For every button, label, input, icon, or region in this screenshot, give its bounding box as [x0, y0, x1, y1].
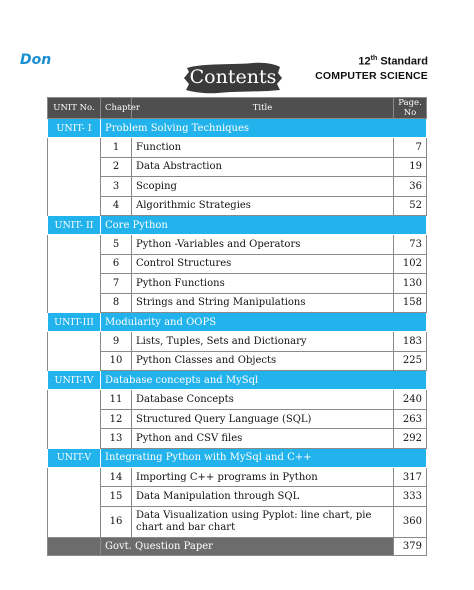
unit-number: UNIT- I: [48, 119, 101, 138]
chapter-number: 8: [101, 293, 132, 312]
contents-table: [47, 97, 427, 556]
unit-blank-cell: [48, 138, 101, 157]
chapter-number: 13: [101, 429, 132, 448]
chapter-number: 2: [101, 157, 132, 176]
chapter-row: [48, 138, 427, 157]
chapter-number: 1: [101, 138, 132, 157]
footer-title: Govt. Question Paper: [101, 537, 394, 555]
chapter-number: 4: [101, 196, 132, 215]
unit-blank-cell: [48, 157, 101, 176]
footer-page-number: 379: [394, 537, 427, 555]
unit-blank-cell: [48, 506, 101, 537]
unit-number: UNIT-IV: [48, 371, 101, 390]
chapter-title: Structured Query Language (SQL): [132, 409, 394, 428]
chapter-number: 14: [101, 468, 132, 487]
unit-blank-cell: [48, 177, 101, 196]
page-number: 225: [394, 351, 427, 370]
chapter-row: [48, 196, 427, 215]
page-number: 130: [394, 274, 427, 293]
standard-block: [315, 52, 428, 84]
chapter-number: 7: [101, 274, 132, 293]
unit-blank-cell: [48, 351, 101, 370]
chapter-title: Function: [132, 138, 394, 157]
chapter-row: [48, 351, 427, 370]
unit-row: [48, 371, 427, 390]
table-body: [48, 119, 427, 556]
unit-blank-cell: [48, 487, 101, 506]
unit-number: UNIT-III: [48, 312, 101, 331]
unit-blank-cell: [48, 390, 101, 409]
chapter-number: 5: [101, 235, 132, 254]
chapter-title: Database Concepts: [132, 390, 394, 409]
header-unit-no: UNIT No.: [48, 98, 101, 119]
page-number: 52: [394, 196, 427, 215]
page-number: 317: [394, 468, 427, 487]
chapter-number: 16: [101, 506, 132, 537]
standard-suffix: th: [370, 55, 378, 62]
unit-number: UNIT- II: [48, 215, 101, 234]
chapter-title: Python Functions: [132, 274, 394, 293]
footer-row: [48, 537, 427, 555]
contents-title: Contents: [189, 66, 277, 88]
chapter-title: Data Visualization using Pyplot: line chart, pie chart and bar chart: [132, 506, 394, 537]
chapter-row: [48, 293, 427, 312]
standard-number: 12: [358, 55, 371, 68]
unit-blank-cell: [48, 429, 101, 448]
page-number: 240: [394, 390, 427, 409]
chapter-row: [48, 332, 427, 351]
brand-logo: Don: [20, 52, 52, 68]
unit-row: [48, 448, 427, 467]
unit-row: [48, 119, 427, 138]
page-number: 36: [394, 177, 427, 196]
unit-blank-cell: [48, 293, 101, 312]
unit-blank-cell: [48, 274, 101, 293]
contents-banner: [183, 60, 283, 94]
unit-blank-cell: [48, 332, 101, 351]
unit-row: [48, 215, 427, 234]
standard-word: Standard: [380, 55, 428, 68]
chapter-number: 15: [101, 487, 132, 506]
unit-blank-cell: [48, 409, 101, 428]
unit-blank-cell: [48, 254, 101, 273]
chapter-number: 10: [101, 351, 132, 370]
chapter-title: Strings and String Manipulations: [132, 293, 394, 312]
chapter-number: 6: [101, 254, 132, 273]
chapter-row: [48, 409, 427, 428]
standard-label: [315, 52, 428, 69]
page-number: 73: [394, 235, 427, 254]
chapter-row: [48, 487, 427, 506]
page-number: 158: [394, 293, 427, 312]
chapter-title: Algorithmic Strategies: [132, 196, 394, 215]
table-header-row: [48, 98, 427, 119]
header-chapter: Chapter: [101, 98, 132, 119]
chapter-title: Data Abstraction: [132, 157, 394, 176]
chapter-title: Python -Variables and Operators: [132, 235, 394, 254]
unit-blank-cell: [48, 235, 101, 254]
unit-blank-cell: [48, 468, 101, 487]
chapter-row: [48, 235, 427, 254]
page-number: 19: [394, 157, 427, 176]
page-number: 263: [394, 409, 427, 428]
footer-blank-cell: [48, 537, 101, 555]
chapter-title: Python and CSV files: [132, 429, 394, 448]
chapter-number: 9: [101, 332, 132, 351]
unit-row: [48, 312, 427, 331]
unit-title: Modularity and OOPS: [101, 312, 427, 331]
chapter-row: [48, 177, 427, 196]
chapter-number: 3: [101, 177, 132, 196]
chapter-number: 11: [101, 390, 132, 409]
page-number: 7: [394, 138, 427, 157]
unit-title: Database concepts and MySql: [101, 371, 427, 390]
chapter-title: Control Structures: [132, 254, 394, 273]
chapter-title: Importing C++ programs in Python: [132, 468, 394, 487]
unit-number: UNIT-V: [48, 448, 101, 467]
chapter-row: [48, 429, 427, 448]
unit-blank-cell: [48, 196, 101, 215]
chapter-row: [48, 157, 427, 176]
header-page-no: Page. No: [394, 98, 427, 119]
chapter-row: [48, 254, 427, 273]
chapter-title: Lists, Tuples, Sets and Dictionary: [132, 332, 394, 351]
chapter-title: Scoping: [132, 177, 394, 196]
chapter-row: [48, 506, 427, 537]
chapter-row: [48, 274, 427, 293]
chapter-row: [48, 390, 427, 409]
page-number: 183: [394, 332, 427, 351]
unit-title: Integrating Python with MySql and C++: [101, 448, 427, 467]
page-number: 292: [394, 429, 427, 448]
chapter-number: 12: [101, 409, 132, 428]
page-number: 360: [394, 506, 427, 537]
header-title: Title: [132, 98, 394, 119]
chapter-title: Python Classes and Objects: [132, 351, 394, 370]
unit-title: Core Python: [101, 215, 427, 234]
unit-title: Problem Solving Techniques: [101, 119, 427, 138]
chapter-row: [48, 468, 427, 487]
page-number: 102: [394, 254, 427, 273]
subject-title: COMPUTER SCIENCE: [315, 69, 428, 82]
page-number: 333: [394, 487, 427, 506]
chapter-title: Data Manipulation through SQL: [132, 487, 394, 506]
